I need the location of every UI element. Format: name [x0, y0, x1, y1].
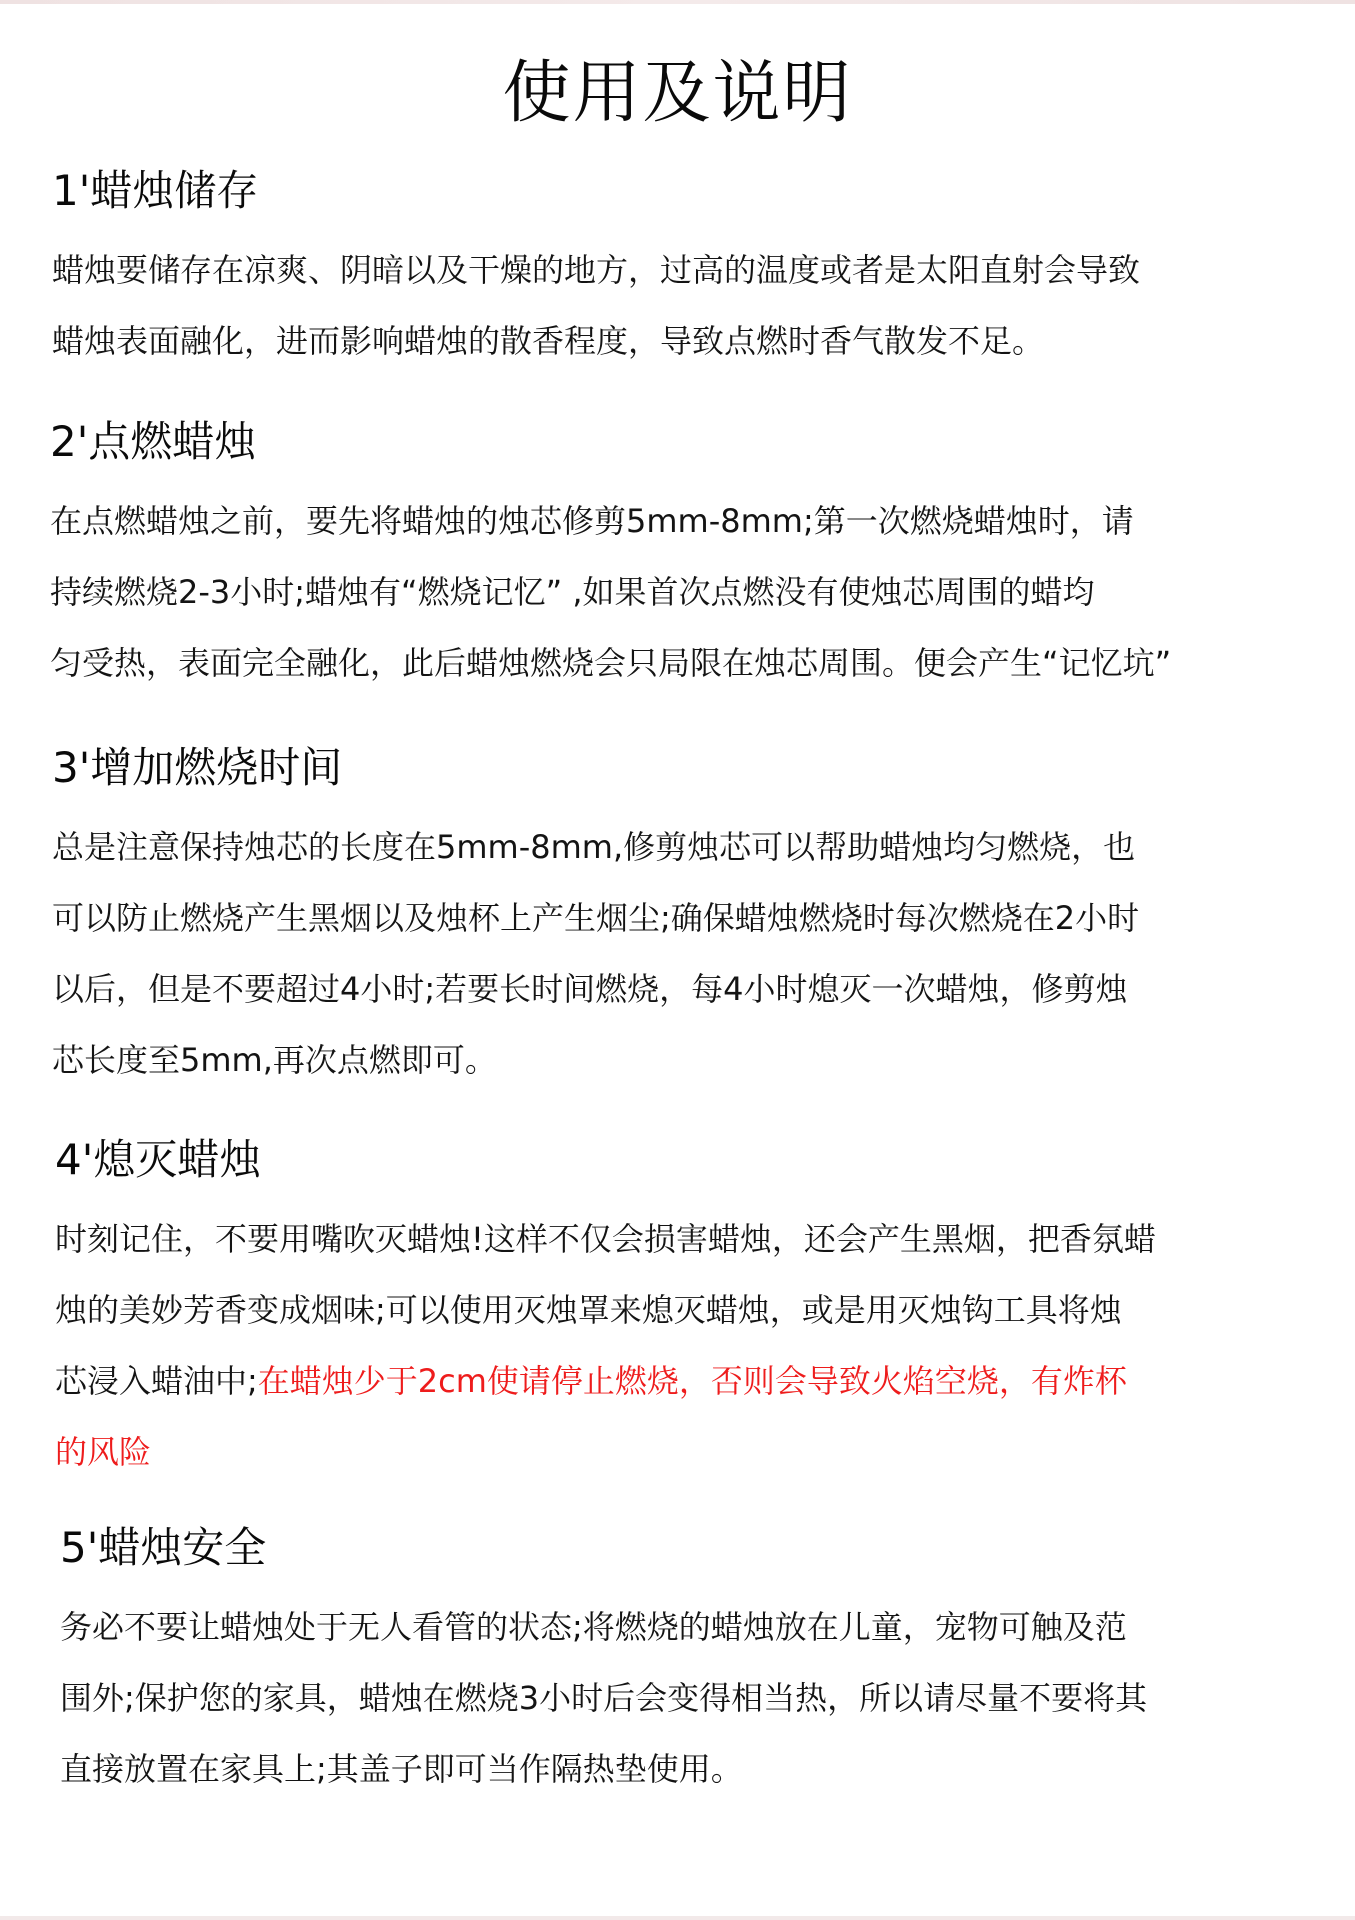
section-body	[50, 486, 1340, 699]
body-line: 总是注意保持烛芯的长度在5mm-8mm,修剪烛芯可以帮助蜡烛均匀燃烧，也	[52, 828, 1136, 866]
section-body	[52, 812, 1342, 1096]
body-line: 蜡烛表面融化，进而影响蜡烛的散香程度，导致点燃时香气散发不足。	[52, 322, 1045, 360]
body-line: 持续燃烧2-3小时;蜡烛有“燃烧记忆” ,如果首次点燃没有使烛芯周围的蜡均	[50, 573, 1095, 611]
body-line: 在点燃蜡烛之前，要先将蜡烛的烛芯修剪5mm-8mm;第一次燃烧蜡烛时，请	[50, 502, 1134, 540]
section-heading: 1'蜡烛储存	[52, 166, 259, 215]
section-body	[52, 235, 1342, 377]
section-heading: 5'蜡烛安全	[60, 1523, 267, 1572]
section-extinguish-candle	[55, 1132, 1345, 1488]
section-heading: 3'增加燃烧时间	[52, 743, 343, 792]
body-line: 烛的美妙芳香变成烟味;可以使用灭烛罩来熄灭蜡烛，或是用灭烛钩工具将烛	[55, 1291, 1122, 1329]
body-text-plain: 芯浸入蜡油中;	[55, 1362, 258, 1400]
bottom-edge-strip	[0, 1916, 1355, 1920]
body-line: 务必不要让蜡烛处于无人看管的状态;将燃烧的蜡烛放在儿童，宠物可触及范	[60, 1608, 1127, 1646]
body-line: 围外;保护您的家具，蜡烛在燃烧3小时后会变得相当热，所以请尽量不要将其	[60, 1679, 1148, 1717]
body-line: 以后，但是不要超过4小时;若要长时间燃烧，每4小时熄灭一次蜡烛，修剪烛	[52, 970, 1128, 1008]
section-candle-safety	[60, 1520, 1350, 1805]
section-heading: 4'熄灭蜡烛	[55, 1135, 262, 1184]
body-line: 直接放置在家具上;其盖子即可当作隔热垫使用。	[60, 1750, 743, 1788]
section-body	[60, 1592, 1350, 1805]
body-line: 时刻记住，不要用嘴吹灭蜡烛!这样不仅会损害蜡烛，还会产生黑烟，把香氛蜡	[55, 1220, 1156, 1258]
body-line: 芯长度至5mm,再次点燃即可。	[52, 1041, 497, 1079]
body-line-mixed	[55, 1346, 1345, 1417]
top-edge-strip	[0, 0, 1355, 4]
section-body	[55, 1204, 1345, 1488]
body-line: 蜡烛要储存在凉爽、阴暗以及干燥的地方，过高的温度或者是太阳直射会导致	[52, 251, 1141, 289]
warning-text: 在蜡烛少于2cm使请停止燃烧，否则会导致火焰空烧，有炸杯	[257, 1362, 1127, 1400]
page-title: 使用及说明	[502, 54, 853, 133]
warning-text: 的风险	[55, 1433, 152, 1471]
body-line: 匀受热，表面完全融化，此后蜡烛燃烧会只局限在烛芯周围。便会产生“记忆坑”	[50, 644, 1172, 682]
section-burn-time	[52, 740, 1342, 1096]
section-lighting-candle	[50, 414, 1340, 699]
section-heading: 2'点燃蜡烛	[50, 417, 257, 466]
body-line: 可以防止燃烧产生黑烟以及烛杯上产生烟尘;确保蜡烛燃烧时每次燃烧在2小时	[52, 899, 1140, 937]
section-candle-storage	[52, 163, 1342, 377]
